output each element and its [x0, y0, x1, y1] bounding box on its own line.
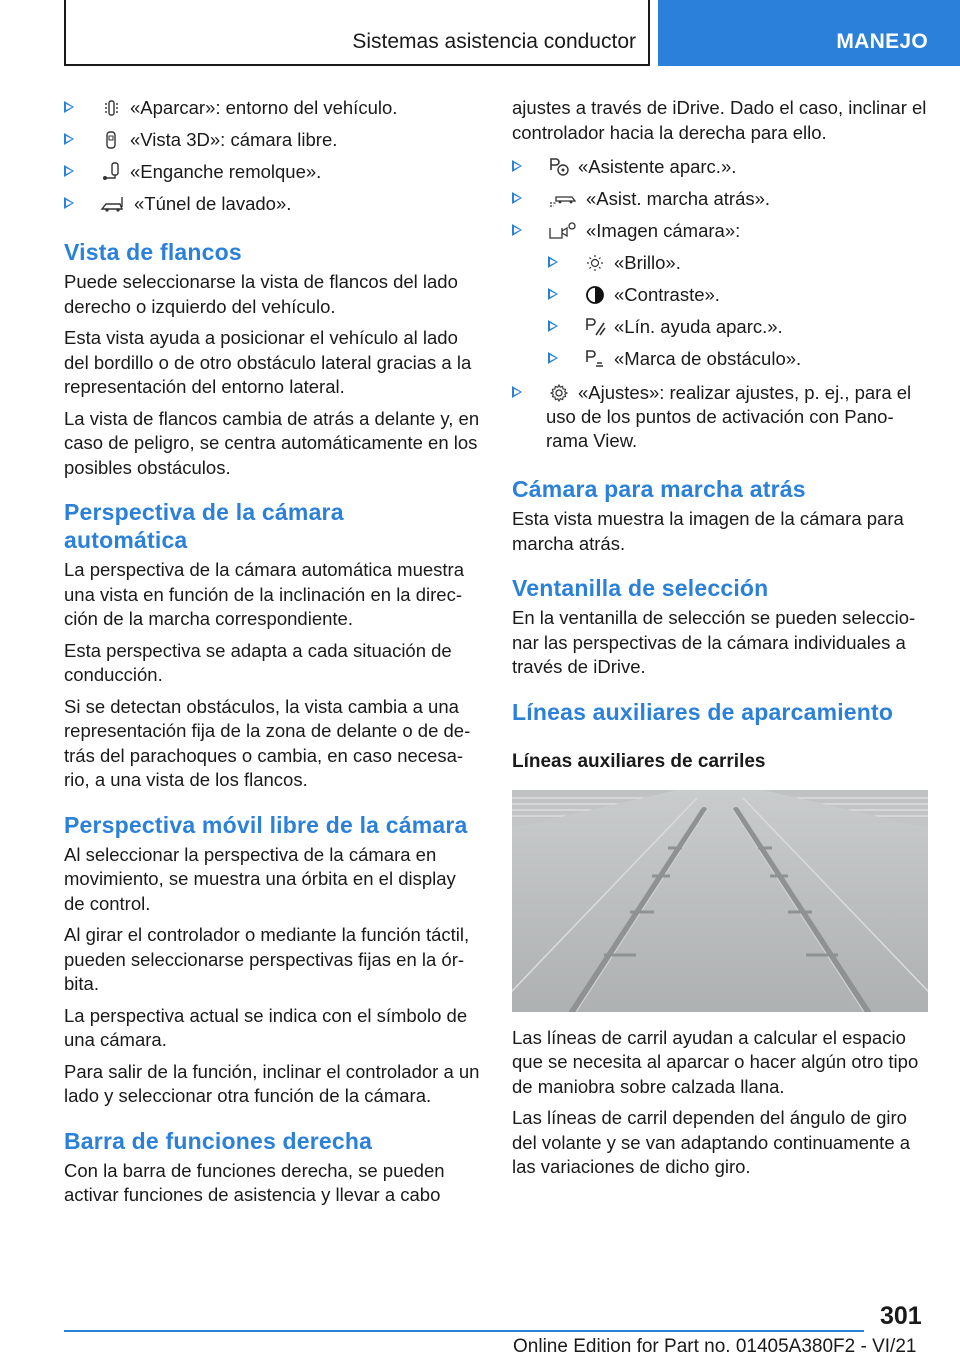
contrast-icon: [584, 285, 606, 305]
list-item: «Túnel de lavado».: [64, 192, 480, 216]
left-column: [64, 96, 480, 1215]
brightness-icon: [584, 253, 606, 273]
bullet-triangle-icon: [548, 352, 558, 364]
bullet-triangle-icon: [512, 386, 522, 398]
bullet-triangle-icon: [512, 224, 522, 236]
paragraph: Al girar el controlador o mediante la función táctil, pueden seleccionarse perspectivas fijas en la ór-bita.: [64, 924, 470, 994]
paragraph: La perspectiva de la cámara automática muestra una vista en función de la inclinación en la direc-ción de la marcha correspondiente.: [64, 559, 465, 629]
reversing-assistant-icon: [548, 189, 578, 209]
paragraph: Con la barra de funciones derecha, se pueden activar funciones de asistencia y llevar a cabo: [64, 1159, 445, 1205]
paragraph: La vista de flancos cambia de atrás a delante y, en caso de peligro, se centra automáticamente en los posibles obstáculos.: [64, 407, 480, 478]
footer-edition: Online Edition for Part no. 01405A380F2 - VI/21: [513, 1336, 917, 1357]
section-heading: Vista de flancos: [64, 239, 242, 265]
paragraph: Para salir de la función, inclinar el controlador a un lado y seleccionar otra función de la cámara.: [64, 1060, 480, 1106]
camera-image-settings-icon: [548, 221, 578, 241]
list-item: «Lín. ayuda aparc.».: [548, 315, 928, 339]
trailer-hitch-icon: [100, 162, 122, 182]
paragraph: Esta vista ayuda a posicionar el vehículo al lado del bordillo o de otro obstáculo lateral gracias a la representación del entorno lateral.: [64, 327, 472, 397]
lane-guide-lines-graphic: [512, 790, 928, 1012]
paragraph: Las líneas de carril ayudan a calcular el espacio que se necesita al aparcar o hacer algún otro tipo de maniobra sobre calzada llana.: [512, 1026, 919, 1097]
chapter-tab: [658, 0, 960, 66]
paragraph: Al seleccionar la perspectiva de la cámara en movimiento, se muestra una órbita en el display de control.: [64, 843, 456, 914]
section-heading: Barra de funciones derecha: [64, 1127, 373, 1154]
list-item: «Asistente aparc.».: [512, 155, 928, 179]
paragraph: Las líneas de carril dependen del ángulo de giro del volante y se van adaptando continuamente a las variaciones de dicho giro.: [512, 1107, 911, 1177]
footer-divider: [64, 1330, 864, 1332]
paragraph: Esta vista muestra la imagen de la cámara para marcha atrás.: [512, 508, 904, 554]
list-item: «Imagen cámara»:: [512, 219, 928, 243]
bullet-triangle-icon: [64, 165, 74, 177]
list-item: «Vista 3D»: cámara libre.: [64, 128, 480, 152]
parking-guide-lines-icon: [584, 317, 606, 337]
bullet-triangle-icon: [512, 160, 522, 172]
list-item: «Enganche remolque».: [64, 160, 480, 184]
section-heading: Ventanilla de selección: [512, 575, 769, 601]
bullet-triangle-icon: [64, 133, 74, 145]
section-header-box: [64, 0, 650, 66]
bullet-triangle-icon: [548, 320, 558, 332]
section-heading: Líneas auxiliares de aparcamiento: [512, 698, 894, 725]
list-item: «Contraste».: [548, 283, 928, 307]
paragraph: Puede seleccionarse la vista de flancos del lado derecho o izquierdo del vehículo.: [64, 271, 458, 317]
list-item: «Ajustes»: realizar ajustes, p. ej., para el uso de los puntos de activación con Pano-rama View.: [512, 381, 928, 453]
bullet-triangle-icon: [512, 192, 522, 204]
chapter-title: MANEJO: [836, 30, 928, 53]
paragraph: En la ventanilla de selección se pueden seleccio-nar las perspectivas de la cámara individuales a través de iDrive.: [512, 607, 916, 677]
list-item: «Aparcar»: entorno del vehículo.: [64, 96, 480, 120]
list-item: «Brillo».: [548, 251, 928, 275]
page-number: 301: [880, 1302, 922, 1330]
section-heading: Perspectiva móvil libre de la cámara: [64, 811, 468, 838]
car-wash-icon: [100, 194, 126, 214]
paragraph: La perspectiva actual se indica con el símbolo de una cámara.: [64, 1004, 468, 1050]
bullet-triangle-icon: [64, 101, 74, 113]
paragraph: Si se detectan obstáculos, la vista cambia a una representación fija de la zona de delante o de de-trás del parachoques o cambia, en caso necesa-rio, a una vista de los flancos.: [64, 695, 471, 790]
parking-assistant-icon: [548, 157, 570, 177]
paragraph: Esta perspectiva se adapta a cada situación de conducción.: [64, 639, 452, 685]
bullet-triangle-icon: [548, 288, 558, 300]
vehicle-3d-view-icon: [100, 130, 122, 150]
paragraph: ajustes a través de iDrive. Dado el caso, inclinar el controlador hacia la derecha para ello.: [512, 97, 927, 143]
lane-guide-lines-illustration: [512, 790, 928, 1012]
parking-sensor-icon: [100, 98, 122, 118]
section-heading: Perspectiva de la cámara automática: [64, 499, 344, 553]
gear-icon: [548, 383, 570, 403]
sub-heading: Líneas auxiliares de carriles: [512, 750, 766, 772]
section-heading: Cámara para marcha atrás: [512, 476, 806, 502]
bullet-triangle-icon: [64, 197, 74, 209]
page-header: [0, 0, 960, 66]
obstacle-marking-icon: [584, 349, 606, 369]
list-item: «Marca de obstáculo».: [548, 347, 928, 371]
right-column: [512, 96, 928, 1187]
list-item: «Asist. marcha atrás».: [512, 187, 928, 211]
bullet-triangle-icon: [548, 256, 558, 268]
section-title: Sistemas asistencia conductor: [352, 30, 636, 53]
